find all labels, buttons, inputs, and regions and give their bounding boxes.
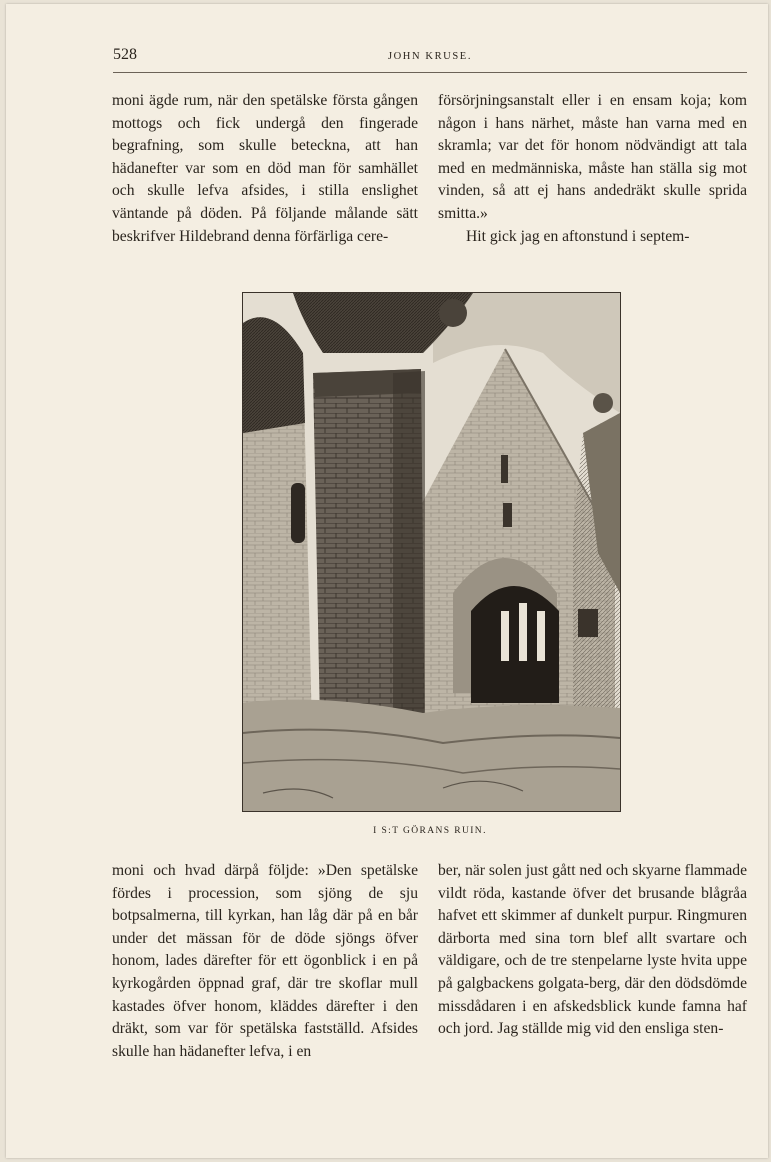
paragraph: försörjningsanstalt eller i en ensam koja; kom någon i hans närhet, måste han varna med en skramla; var det för honom nödvändigt att tala med en medmänniska, måste han ställa sig mot vinden, så att ej hans andedräkt skulle sprida smitta.»	[438, 92, 747, 222]
text-column-top-right	[438, 90, 747, 248]
paragraph: ber, när solen just gått ned och skyarne flammade vildt röda, kastande öfver det brusande blågråa hafvet ett skimmer af dunkelt purpur. Ringmuren därborta med sina torn blef allt svartare och väldigare, och de tre stenpelarne lyste hvita uppe på galgbackens golgata-berg, där den dödsdömde missdådaren i en afskedsblick kunde famna haf och jord. Jag ställde mig vid den ensliga sten-	[438, 862, 747, 1038]
paragraph: moni och hvad därpå följde: »Den spetälske fördes i procession, som sjöng de sju botpsalmerna, till kyrkan, han låg där på en bår under det mässan för de döde sjöngs öfver honom, lades därefter för ett ögonblick i en på kyrkogården öppnad graf, där tre skoflar mull kastades öfver honom, kläddes därefter i den dräkt, som var för spetälska fastställd. Afsides skulle han hädanefter lefva, i en	[112, 862, 418, 1060]
text-column-bottom-left	[112, 860, 418, 1063]
church-ruin-engraving	[243, 293, 620, 811]
header-rule	[113, 72, 747, 73]
running-title: JOHN KRUSE.	[387, 51, 473, 62]
text-column-bottom-right	[438, 860, 747, 1041]
paragraph: moni ägde rum, när den spetälske första gången mottogs och fick undergå den fingerade begrafning, som skulle beteckna, att han hädanefter var som en död man för samhället och skulle lefva afsides, i stilla enslighet väntande på döden. På följande målande sätt beskrifver Hildebrand denna förfärliga cere-	[112, 92, 418, 245]
paragraph-start: Hit gick jag en aftonstund i septem-	[466, 227, 690, 245]
running-header	[113, 46, 747, 70]
text-column-top-left	[112, 90, 418, 248]
illustration-st-gorans-ruin	[242, 292, 621, 812]
page-number: 528	[113, 46, 137, 63]
figure-caption: I S:T GÖRANS RUIN.	[373, 826, 487, 836]
